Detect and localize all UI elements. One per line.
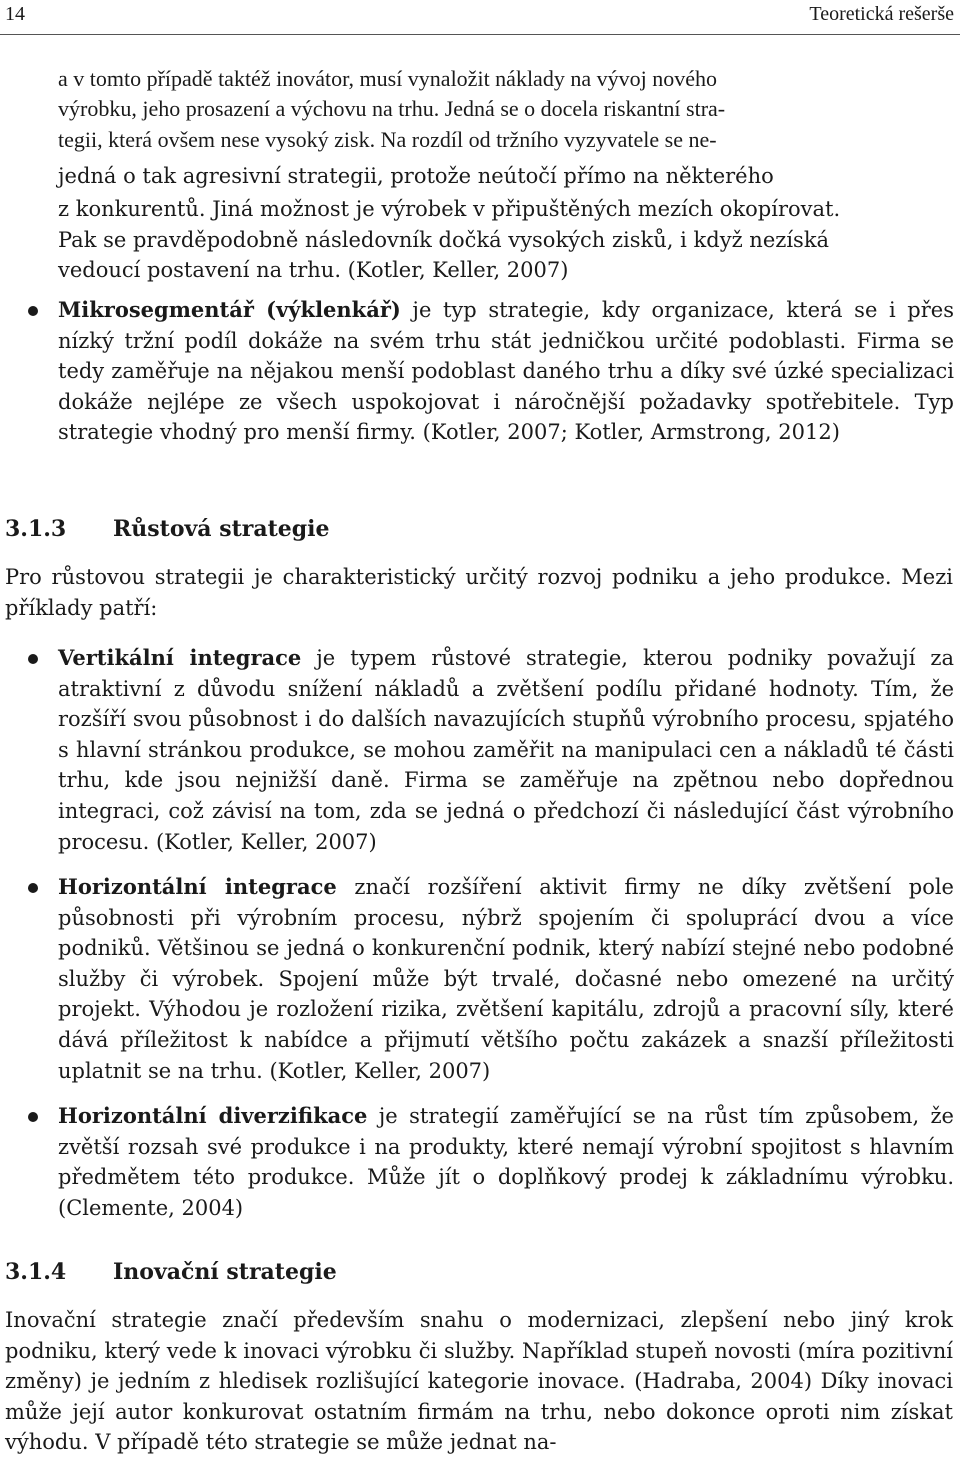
bullet-dot bbox=[28, 306, 38, 316]
bullet-mikrosegmentar bbox=[58, 295, 954, 448]
section-number: 3.1.3 bbox=[5, 516, 67, 542]
bullet-dot bbox=[28, 883, 38, 893]
bullet-term: Vertikální integrace bbox=[58, 645, 302, 670]
running-title: Teoretická rešerše bbox=[809, 3, 954, 25]
bullet-term: Mikrosegmentář (výklenkář) bbox=[58, 297, 401, 322]
bullet-text: značí rozšíření aktivit firmy ne díky zvětšení pole působnosti při výrobním procesu, nýbrž spojením či spoluprácí dvou a více podniků. Většinou se jedná o konkurenční podnik, který nabízí stejné nebo podobné služby či výrobek. Spojení může být trvalé, dočasné nebo omezené na určitý projekt. Výhodou je rozložení rizika, zvětšení kapitálu, zdrojů a pracovní síly, které dává příležitost k nabídce a přijmutí většího počtu zakázek a snazší příležitosti uplatnit se na trhu. (Kotler, Keller, 2007) bbox=[58, 875, 954, 1083]
section-intro-paragraph: Pro růstovou strategii je charakteristický určitý rozvoj podniku a jeho produkce. Mezi příklady patří: bbox=[5, 565, 953, 620]
page-header bbox=[0, 0, 960, 35]
bullet-horizontalni-diverzifikace bbox=[58, 1101, 954, 1223]
intro-line: z konkurentů. Jiná možnost je výrobek v připuštěných mezích okopírovat. bbox=[58, 197, 841, 221]
bullet-vertikalni-integrace bbox=[58, 643, 954, 857]
intro-line: jedná o tak agresivní strategii, protože neútočí přímo na některého bbox=[58, 164, 774, 188]
intro-line: výrobku, jeho prosazení a výchovu na trhu. Jedná se o docela riskantní stra- bbox=[58, 96, 726, 121]
section-body-paragraph: Inovační strategie značí především snahu o modernizaci, zlepšení nebo jiný krok podniku, který vede k inovaci výrobku či služby. Například stupeň novosti (míra pozitivní změny) je jedním z hledisek rozlišující kategorie inovace. (Hadraba, 2004) Díky inovaci může její autor konkurovat ostatním firmám na trhu, nebo dokonce oproti nim získat výhodu. V případě této strategie se může jednat na- bbox=[5, 1308, 953, 1455]
bullet-horizontalni-integrace bbox=[58, 872, 954, 1086]
intro-line: a v tomto případě taktéž inovátor, musí vynaložit náklady na vývoj nového bbox=[58, 66, 717, 91]
section-title: Růstová strategie bbox=[113, 516, 330, 542]
section-number: 3.1.4 bbox=[5, 1259, 67, 1285]
bullet-text: je typ strategie, kdy organizace, která se i přes nízký tržní podíl dokáže na svém trhu stát jedničkou určité podoblasti. Firma se tedy zaměřuje na nějakou menší podoblast daného trhu a díky své úzké specializaci dokáže nejlépe ze všech uspokojovat i náročnější požadavky spotřebitele. Typ strategie vhodný pro menší firmy. (Kotler, 2007; Kotler, Armstrong, 2012) bbox=[58, 298, 954, 445]
bullet-dot bbox=[28, 654, 38, 664]
section-title: Inovační strategie bbox=[113, 1259, 337, 1285]
bullet-term: Horizontální integrace bbox=[58, 874, 337, 899]
intro-line: tegii, která ovšem nese vysoký zisk. Na rozdíl od tržního vyzyvatele se ne- bbox=[58, 127, 717, 152]
intro-line: vedoucí postavení na trhu. (Kotler, Keller, 2007) bbox=[58, 258, 569, 282]
bullet-term: Horizontální diverzifikace bbox=[58, 1103, 368, 1128]
page-number: 14 bbox=[5, 3, 25, 25]
section-heading-3-1-4 bbox=[5, 1259, 337, 1285]
bullet-dot bbox=[28, 1112, 38, 1122]
bullet-text: je strategií zaměřující se na růst tím způsobem, že zvětší rozsah své produkce i na produkty, které nemají výrobní spojitost s hlavním předmětem této produkce. Může jít o doplňkový prodej k základnímu výrobku. (Clemente, 2004) bbox=[58, 1104, 954, 1220]
section-heading-3-1-3 bbox=[5, 516, 330, 542]
intro-line: Pak se pravděpodobně následovník dočká vysokých zisků, i když nezíská bbox=[58, 228, 830, 252]
bullet-text: je typem růstové strategie, kterou podniky považují za atraktivní z důvodu snížení nákladů a zvětšení podílu přidané hodnoty. Tím, že rozšíří svou působnost i do dalších navazujících stupňů výrobního procesu, spjatého s hlavní stránkou produkce, se mohou zaměřit na manipulaci cen a nákladů té části trhu, kde jsou nejnižší daně. Firma se zaměřuje na zpětnou nebo dopřednou integraci, což závisí na tom, zda se jedná o předchozí či následující část výrobního procesu. (Kotler, Keller, 2007) bbox=[58, 646, 954, 854]
